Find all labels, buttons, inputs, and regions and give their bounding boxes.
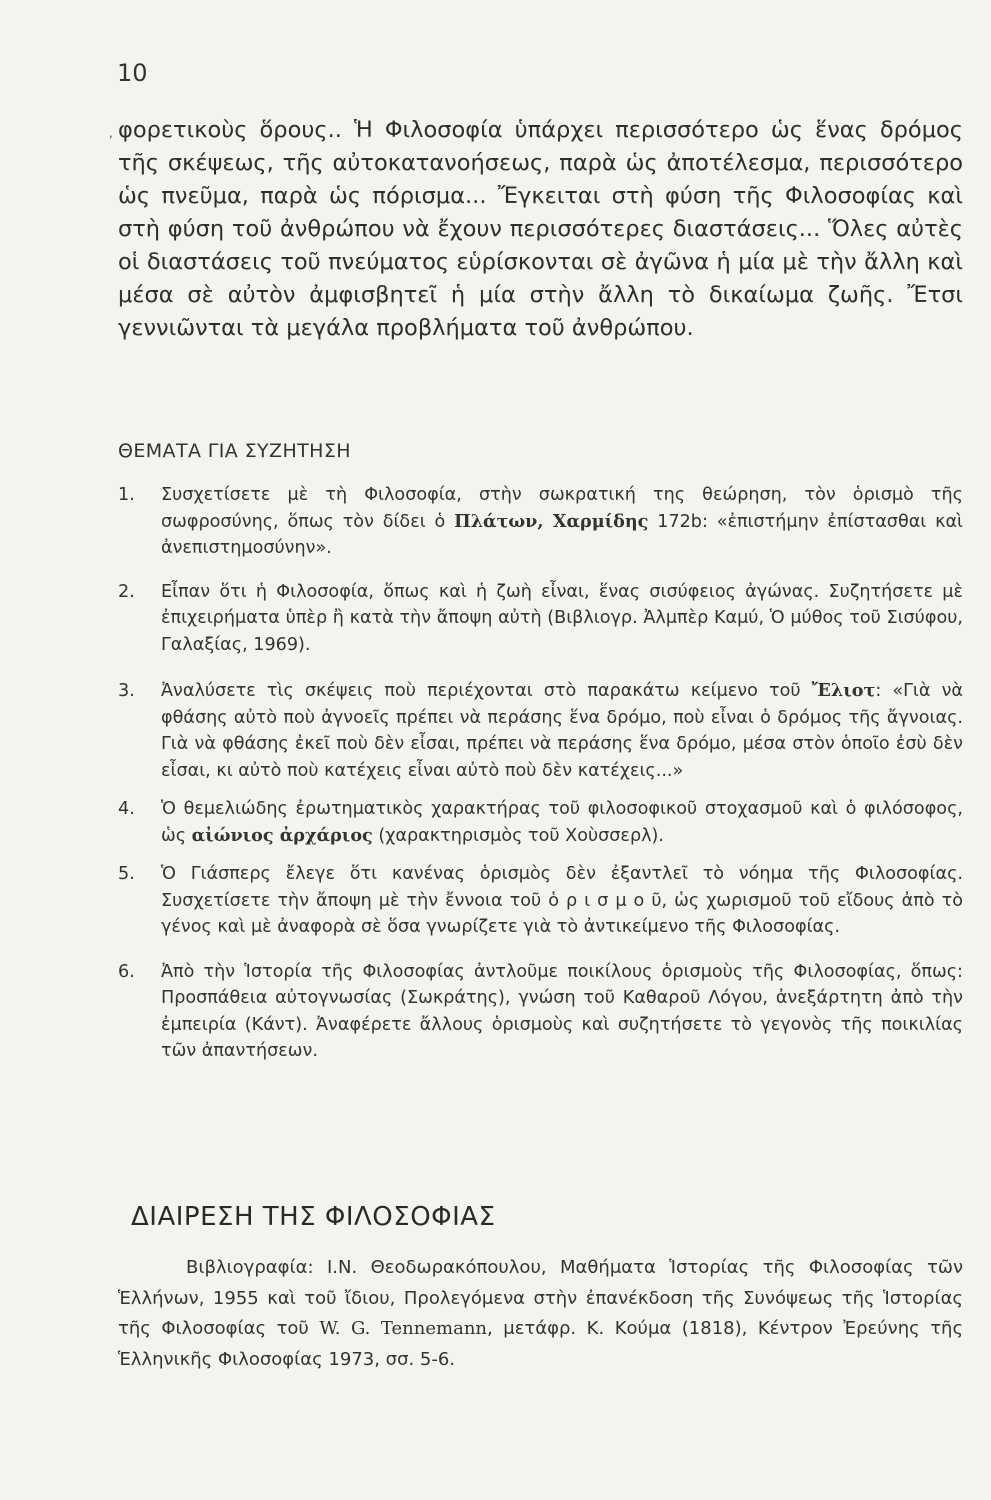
topic-text: Ὁ Γιάσπερς ἔλεγε ὅτι κανένας ὁρισμὸς δὲν ἐξαντλεῖ τὸ νόημα τῆς Φιλοσοφίας. Συσχετίσετε τὴν ἄποψη μὲ τὴν ἔννοια τοῦ ὁ ρ ι σ μ ο ῦ, ὡς χωρισμοῦ τοῦ εἴδους ἀπὸ τὸ γένος καὶ μὲ ἀναφορὰ σὲ ὅσα γνωρίζετε γιὰ τὸ ἀντικείμενο τῆς Φιλοσοφίας. [161,864,963,937]
topic-item [118,861,963,941]
topic-text-after: (χαρακτηρισμὸς τοῦ Χοὺσσερλ). [372,825,664,846]
topic-item [118,678,963,784]
chapter-title: ΔΙΑΙΡΕΣΗ ΤΗΣ ΦΙΛΟΣΟΦΙΑΣ [131,1202,496,1232]
topics-heading: ΘΕΜΑΤΑ ΓΙΑ ΣΥΖΗΤΗΣΗ [118,440,351,462]
topic-item [118,959,963,1065]
bibliography [118,1253,963,1375]
page-number: 10 [117,59,148,87]
topic-text-after: 172b: «ἐπιστήμην ἐπίστασθαι καὶ ἀνεπιστημοσύνην». [161,511,964,558]
topic-text: Ἀπὸ τὴν Ἱστορία τῆς Φιλοσοφίας ἀντλοῦμε ποικίλους ὁρισμοὺς τῆς Φιλοσοφίας, ὅπως: Προσπάθεια αὐτογνωσίας (Σωκράτης), γνώση τοῦ Καθαροῦ Λόγου, ἀνεξάρτητη ἀπὸ τὴν ἐμπειρία (Κάντ). Ἀναφέρετε ἄλλους ὁρισμοὺς καὶ συζητήσετε τὸ γεγονὸς τῆς ποικιλίας τῶν ἀπαντήσεων. [161,961,963,1061]
topic-number: 6. [118,961,135,982]
intro-paragraph [118,114,963,345]
margin-mark: , [109,126,113,140]
topic-bold-reference: Πλάτων, Χαρμίδης [454,510,649,532]
topics-list [118,482,963,1065]
topic-text: Ὁ θεμελιώδης ἐρωτηματικὸς χαρακτήρας τοῦ φιλοσοφικοῦ στοχασμοῦ καὶ ὁ φιλόσοφος, ὡς [161,799,963,846]
topic-text-after: : «Γιὰ νὰ φθάσης αὐτὸ ποὺ ἀγνοεῖς πρέπει νὰ περάσης ἕνα δρόμο, ποὺ εἶναι ὁ δρόμος τῆς ἄγνοιας. Γιὰ νὰ φθάσης ἐκεῖ ποὺ δὲν εἶσαι, πρέπει νὰ περάσης ἕνα δρόμο, μέσα στὸν ὁποῖο ἐσὺ δὲν εἶσαι, κι αὐτὸ ποὺ κατέχεις εἶναι αὐτὸ ποὺ δὲν κατέχεις...» [161,681,964,781]
topic-bold-reference: αἰώνιος ἀρχάριος [191,824,373,846]
topic-number: 4. [118,799,135,819]
topic-item [118,579,963,659]
topic-text: Εἶπαν ὅτι ἡ Φιλοσοφία, ὅπως καὶ ἡ ζωὴ εἶναι, ἕνας σισύφειος ἀγώνας. Συζητήσετε μὲ ἐπιχειρήματα ὑπὲρ ἢ κατὰ τὴν ἄποψη αὐτὴ (Βιβλιογρ. Ἀλμπὲρ Καμύ, Ὁ μύθος τοῦ Σισύφου, Γαλαξίας, 1969). [161,581,963,655]
topic-number: 5. [118,864,135,884]
bibliography-label: Βιβλιογραφία: [186,1257,314,1278]
topic-text: Συσχετίσετε μὲ τὴ Φιλοσοφία, στὴν σωκρατική της θεώρηση, τὸν ὁρισμὸ τῆς σωφροσύνης, ὅπως τὸν δίδει ὁ [161,485,963,532]
topic-number: 2. [118,581,135,602]
topic-number: 1. [118,485,135,505]
bibliography-text: Ι.Ν. Θεοδωρακόπουλου, Μαθήματα Ἱστορίας τῆς Φιλοσοφίας τῶν Ἑλλήνων, 1955 καὶ τοῦ ἴδιου, Προλεγόμενα στὴν ἐπανέκδοση τῆς Συνόψεως τῆς Ἱστορίας τῆς Φιλοσοφίας τοῦ [118,1257,963,1339]
topic-number: 3. [118,681,135,701]
topic-item [118,796,963,849]
bibliography-text-after: , μετάφρ. Κ. Κούμα (1818), Κέντρον Ἐρεύνης τῆς Ἑλληνικῆς Φιλοσοφίας 1973, σσ. 5-6. [118,1318,964,1370]
topic-item [118,482,963,562]
bibliography-author-name: W. G. Tennemann [319,1318,488,1339]
topic-bold-reference: Ἔλιοτ [811,680,876,701]
intro-text: φορετικοὺς ὅρους.. Ἡ Φιλοσοφία ὑπάρχει περισσότερο ὡς ἕνας δρόμος τῆς σκέψεως, τῆς αὐτοκατανοήσεως, παρὰ ὡς ἀποτέλεσμα, περισσότερο ὡς πνεῦμα, παρὰ ὡς πόρισμα... Ἔγκειται στὴ φύση τῆς Φιλοσοφίας καὶ στὴ φύση τοῦ ἀνθρώπου νὰ ἔχουν περισσότερες διαστάσεις... Ὅλες αὐτὲς οἱ διαστάσεις τοῦ πνεύματος εὑρίσκονται σὲ ἀγῶνα ἡ μία μὲ τὴν ἄλλη καὶ μέσα σὲ αὐτὸν ἀμφισβητεῖ ἡ μία στὴν ἄλλη τὸ δικαίωμα ζωῆς. Ἔτσι γεννιῶνται τὰ μεγάλα προβλήματα τοῦ ἀνθρώπου. [118,117,963,341]
topic-text: Ἀναλύσετε τὶς σκέψεις ποὺ περιέχονται στὸ παρακάτω κείμενο τοῦ [161,681,812,701]
